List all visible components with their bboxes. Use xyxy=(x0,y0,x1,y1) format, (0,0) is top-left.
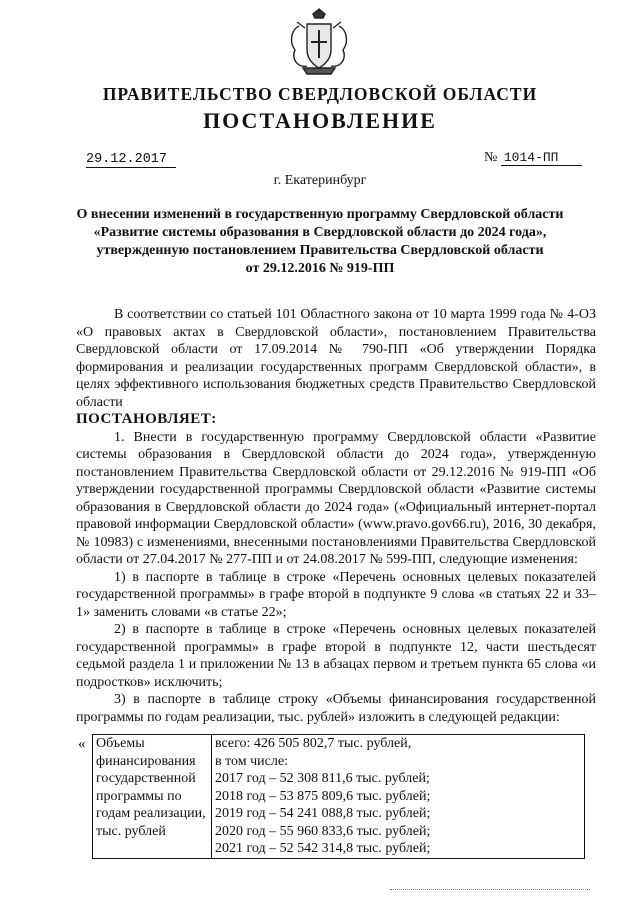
document-date: 29.12.2017 xyxy=(86,152,176,168)
label-line: финансирования xyxy=(96,753,196,769)
number-value: 1014-ПП xyxy=(501,150,583,166)
value-line: всего: 426 505 802,7 тыс. рублей, xyxy=(215,736,412,751)
item-1-paragraph: 1. Внести в государственную программу Свердловской области «Развитие системы образования в Свердловской области до 2024 года», утвержденную постановлением Правительства Свердловской области от 29.12.2016 № 919-ПП «Об утверждении государственной программы Свердловской области «Развитие системы образования в Свердловской области до 2024 года» («Официальный интернет-портал правовой информации Свердловской области» (www.pravo.gov66.ru), 2016, 30 декабря, № 10983) с изменениями, внесенными постановлениями Правительства Свердловской области от 27.04.2017 № 277-ПП и от 24.08.2017 № 599-ПП, следующие изменения: xyxy=(76,429,596,567)
label-line: тыс. рублей xyxy=(96,823,166,839)
title-line: от 29.12.2016 № 919-ПП xyxy=(245,261,395,276)
title-line: утвержденную постановлением Правительства Свердловской области xyxy=(96,243,544,258)
resolve-heading: ПОСТАНОВЛЯЕТ: xyxy=(76,411,217,427)
value-line: 2018 год – 53 875 809,6 тыс. рублей; xyxy=(215,788,431,804)
table-row xyxy=(93,735,585,859)
title-line: О внесении изменений в государственную программу Свердловской области xyxy=(76,207,564,222)
value-line: 2017 год – 52 308 811,6 тыс. рублей; xyxy=(215,771,430,786)
value-line: 2021 год – 52 542 314,8 тыс. рублей; xyxy=(215,841,431,856)
document-type: ПОСТАНОВЛЕНИЕ xyxy=(203,108,437,133)
subitem-1-paragraph: 1) в паспорте в таблице в строке «Перечень основных целевых показателей государственной программы» в графе второй в подпункте 9 слова «в статьях 22 и 33–1» заменить словами «в статье 22»; xyxy=(76,569,596,620)
financing-value-cell xyxy=(212,735,585,859)
label-line: государственной xyxy=(96,771,196,786)
label-line: программы по xyxy=(96,788,182,804)
city: г. Екатеринбург xyxy=(273,173,367,188)
value-line: 2020 год – 55 960 833,6 тыс. рублей; xyxy=(215,823,431,839)
label-line: Объемы xyxy=(96,736,145,751)
coat-of-arms-emblem xyxy=(287,8,351,78)
value-line: в том числе: xyxy=(215,753,288,769)
subitem-2-paragraph: 2) в паспорте в таблице в строке «Перечень основных целевых показателей государственной программы» в графе второй в подпункте 12, части шестьдесят седьмой раздела 1 и приложении № 13 в абзацах первом и третьем пункта 65 слова «и подростков» исключить; xyxy=(76,622,596,690)
subitem-3-paragraph: 3) в паспорте в таблице строку «Объемы финансирования государственной программы по годам реализации, тыс. рублей» изложить в следующей редакции: xyxy=(76,692,596,725)
government-name: ПРАВИТЕЛЬСТВО СВЕРДЛОВСКОЙ ОБЛАСТИ xyxy=(102,84,538,104)
opening-quote: « xyxy=(78,736,86,752)
financing-label-cell xyxy=(93,735,212,859)
number-sign: № xyxy=(484,150,498,165)
value-line: 2019 год – 54 241 088,8 тыс. рублей; xyxy=(215,806,431,821)
financing-table xyxy=(92,734,585,859)
footer-scan-mark xyxy=(390,889,590,894)
preamble-paragraph: В соответствии со статьей 101 Областного закона от 10 марта 1999 года № 4-ОЗ «О правовых актах в Свердловской области», постановлением Правительства Свердловской области от 17.09.2014 № 790-ПП «Об утверждении Порядка формирования и реализации государственных программ Свердловской области», в целях эффективного использования бюджетных средств Правительство Свердловской области xyxy=(76,307,596,410)
document-body xyxy=(76,306,596,726)
document-title xyxy=(60,206,580,278)
title-line: «Развитие системы образования в Свердловской области до 2024 года», xyxy=(93,225,547,240)
label-line: годам реализации, xyxy=(96,806,206,821)
document-number xyxy=(484,150,582,166)
